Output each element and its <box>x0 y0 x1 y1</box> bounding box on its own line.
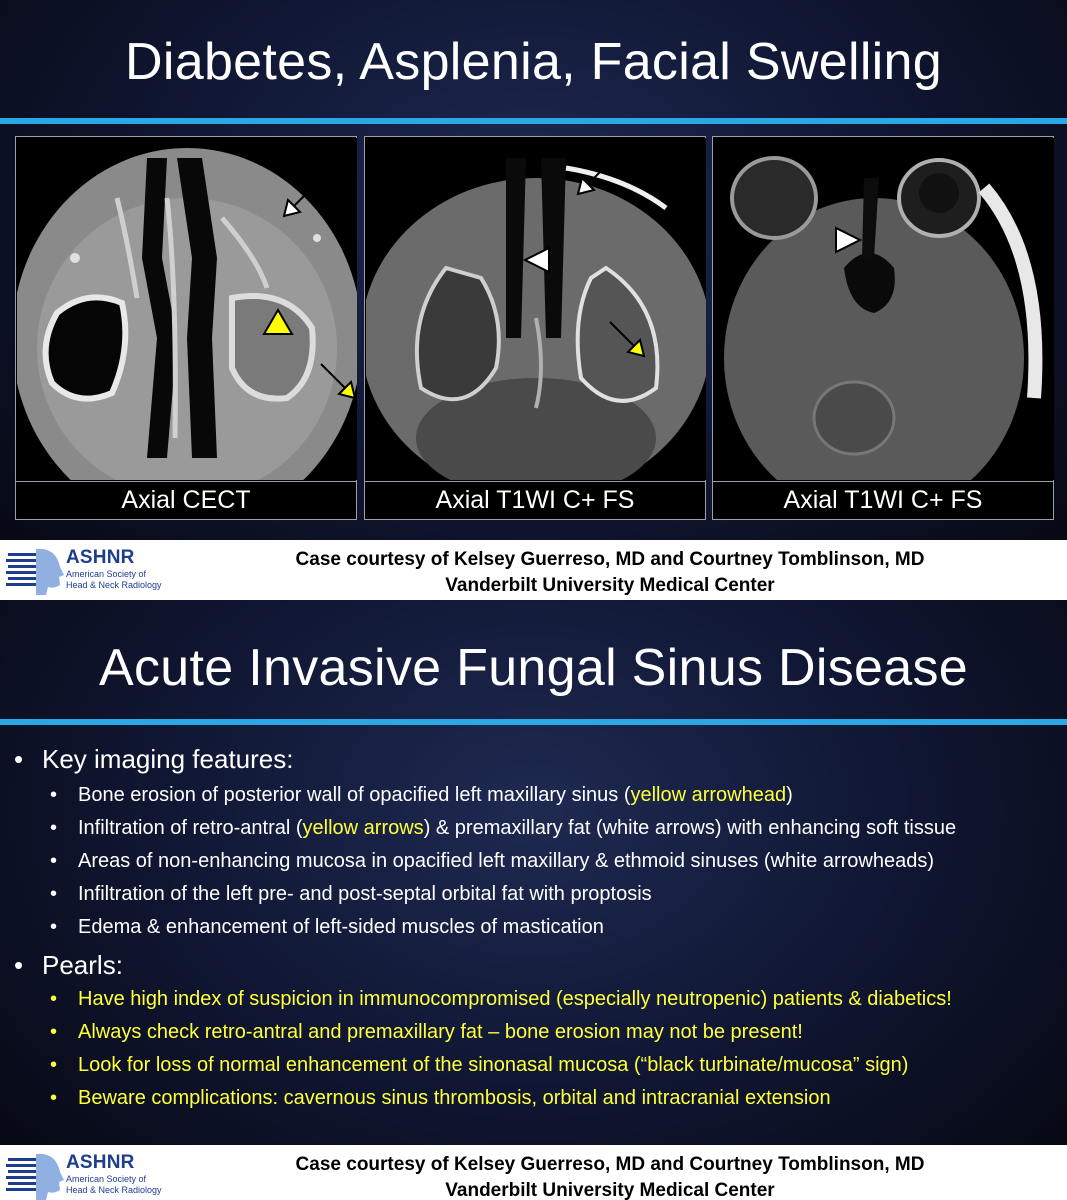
panel-caption: Axial T1WI C+ FS <box>713 481 1053 519</box>
list-item: • Areas of non-enhancing mucosa in opacified left maxillary & ethmoid sinuses (white arrowheads) <box>50 850 934 872</box>
pearl-item: • Always check retro-antral and premaxillary fat – bone erosion may not be present! <box>50 1021 803 1043</box>
list-item: • Bone erosion of posterior wall of opacified left maxillary sinus (yellow arrowhead) <box>50 784 793 806</box>
yellow-arrow-icon <box>317 360 357 402</box>
institution-line: Vanderbilt University Medical Center <box>445 575 775 596</box>
slide-footer <box>0 540 1067 600</box>
panel-caption: Axial CECT <box>16 481 356 519</box>
white-arrow-icon <box>576 156 616 196</box>
head-profile-icon <box>4 545 64 597</box>
credit-line: Case courtesy of Kelsey Guerreso, MD and Courtney Tomblinson, MD <box>295 1154 925 1175</box>
title-divider <box>0 118 1067 124</box>
panel-caption: Axial T1WI C+ FS <box>365 481 705 519</box>
list-item: • Infiltration of the left pre- and post-septal orbital fat with proptosis <box>50 883 652 905</box>
yellow-arrowhead-icon <box>262 308 294 336</box>
slide-teaching-points <box>0 600 1067 1200</box>
pearl-item: • Look for loss of normal enhancement of the sinonasal mucosa (“black turbinate/mucosa” sign) <box>50 1054 909 1076</box>
white-arrow-icon <box>282 178 322 218</box>
pearl-item: • Have high index of suspicion in immunocompromised (especially neutropenic) patients & diabetics! <box>50 988 952 1010</box>
yellow-arrow-icon <box>606 318 648 360</box>
mri-scan-image <box>714 138 1054 480</box>
logo-name: ASHNR <box>66 1152 135 1173</box>
section-heading-key-features: • Key imaging features: <box>14 744 294 774</box>
logo-subtitle: American Society of Head & Neck Radiology <box>66 1174 162 1195</box>
logo-name: ASHNR <box>66 547 135 568</box>
head-profile-icon <box>4 1150 64 1200</box>
ashnr-logo <box>4 1150 164 1200</box>
white-arrowhead-icon <box>834 226 862 254</box>
slide-title: Acute Invasive Fungal Sinus Disease <box>99 639 968 697</box>
institution-line: Vanderbilt University Medical Center <box>445 1180 775 1200</box>
case-credit <box>200 547 1020 599</box>
ct-scan-image <box>17 138 357 480</box>
title-divider <box>0 719 1067 725</box>
case-credit <box>200 1152 1020 1200</box>
image-panel-axial-cect <box>15 136 357 520</box>
slide-title: Diabetes, Asplenia, Facial Swelling <box>125 33 942 91</box>
pearl-item: • Beware complications: cavernous sinus thrombosis, orbital and intracranial extension <box>50 1087 831 1109</box>
slide-footer <box>0 1145 1067 1200</box>
section-heading-pearls: • Pearls: <box>14 950 123 980</box>
image-panel-axial-t1wi-2 <box>712 136 1054 520</box>
logo-subtitle: American Society of Head & Neck Radiology <box>66 569 162 590</box>
list-item: • Edema & enhancement of left-sided muscles of mastication <box>50 916 604 938</box>
ashnr-logo <box>4 545 164 597</box>
list-item: • Infiltration of retro-antral (yellow arrows) & premaxillary fat (white arrows) with enhancing soft tissue <box>50 817 957 839</box>
mri-scan-image <box>366 138 706 480</box>
white-arrowhead-icon <box>523 246 551 274</box>
image-panel-axial-t1wi-1 <box>364 136 706 520</box>
credit-line: Case courtesy of Kelsey Guerreso, MD and Courtney Tomblinson, MD <box>295 549 925 570</box>
